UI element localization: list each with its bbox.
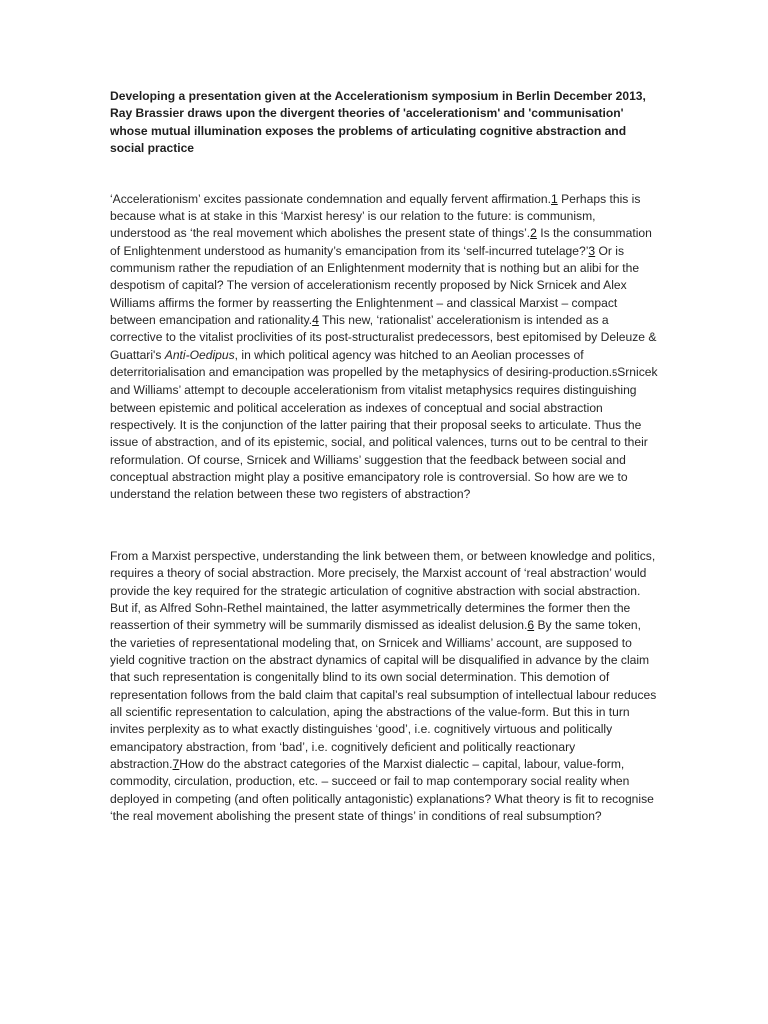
paragraph-text: , in which political agency was hitched to an Aeolian processes of deterritorialisation and emancipation was propelled by the metaphysics of desiring-production. xyxy=(110,347,613,380)
paragraph-text: Or is communism rather the repudiation of an Enlightenment modernity that is nothing but an alibi for the despotism of capital? The version of accelerationism recently proposed by Nick Srnicek and Alex Williams affirms the former by reasserting the Enlightenment – and classical Marxist – compact between emancipation and rationality. xyxy=(110,243,640,328)
paragraph-text: This new, ‘rationalist’ accelerationism is intended as a corrective to the vitalist proclivities of its post-structuralist predecessors, best epitomised by Deleuze & Guattari's xyxy=(110,313,657,362)
body-paragraph-1 xyxy=(110,191,658,504)
paragraph-text: Srnicek and Williams’ attempt to decouple accelerationism from vitalist metaphysics requires distinguishing between epistemic and political acceleration as indexes of conceptual and social abstraction respectively. It is the conjunction of the latter pairing that their proposal seeks to articulate. Thus the issue of abstraction, and of its epistemic, social, and political valences, turns out to be central to their reformulation. Of course, Srnicek and Williams’ suggestion that the feedback between social and conceptual abstraction might play a positive emancipatory role is controversial. So how are we to understand the relation between these two registers of abstraction? xyxy=(110,365,658,502)
footnote-link-6[interactable]: 6 xyxy=(527,618,535,633)
footnote-link-3[interactable]: 3 xyxy=(588,243,596,258)
paragraph-text: How do the abstract categories of the Marxist dialectic – capital, labour, value-form, commodity, circulation, production, etc. – succeed or fail to map contemporary social reality when deployed in competing (and often politically antagonistic) explanations? What theory is fit to recognise ‘the real movement abolishing the present state of things’ in conditions of real subsumption? xyxy=(110,756,654,823)
article xyxy=(110,88,658,825)
paragraph-text: By the same token, the varieties of representational modeling that, on Srnicek and Williams’ account, are supposed to yield cognitive traction on the abstract dynamics of capital will be disqualified in advance by the claim that such representation is congenitally blind to its own social determination. This demotion of representation follows from the bald claim that capital’s real subsumption of intellectual labour reduces all scientific representation to calculation, aping the abstractions of the value-form. But this in turn invites perplexity as to what exactly distinguishes ‘good’, i.e. cognitively virtuous and politically emancipatory abstraction, from ‘bad’, i.e. cognitively deficient and politically reactionary abstraction. xyxy=(110,618,657,771)
footnote-link-1[interactable]: 1 xyxy=(551,191,558,206)
paragraph-text: Perhaps this is because what is at stake in this ‘Marxist heresy’ is our relation to the future: is communism, understood as ‘the real movement which abolishes the present state of things’. xyxy=(110,191,641,241)
paragraph-text: From a Marxist perspective, understanding the link between them, or between knowledge and politics, requires a theory of social abstraction. More precisely, the Marxist account of ‘real abstraction’ would provide the key required for the strategic articulation of cognitive abstraction with social abstraction. But if, as Alfred Sohn-Rethel maintained, the latter asymmetrically determines the former then the reassertion of their symmetry will be summarily dismissed as idealist delusion. xyxy=(110,548,656,633)
paragraph-text: ‘Accelerationism’ excites passionate condemnation and equally fervent affirmation. xyxy=(110,191,551,206)
footnote-link-2[interactable]: 2 xyxy=(530,226,537,241)
book-title: Anti-Oedipus xyxy=(164,347,235,362)
paragraph-text: Is the consummation of Enlightenment understood as humanity’s emancipation from its ‘self-incurred tutelage?’ xyxy=(110,226,652,258)
footnote-link-5[interactable]: 5 xyxy=(612,368,618,379)
footnote-link-7[interactable]: 7 xyxy=(172,756,180,771)
footnote-link-4[interactable]: 4 xyxy=(312,313,319,328)
article-standfirst: Developing a presentation given at the Accelerationism symposium in Berlin December 2013, Ray Brassier draws upon the divergent theories of 'accelerationism' and 'communisation' whose mutual illumination exposes the problems of articulating cognitive abstraction and social practice xyxy=(110,89,646,156)
body-paragraph-2 xyxy=(110,548,658,826)
